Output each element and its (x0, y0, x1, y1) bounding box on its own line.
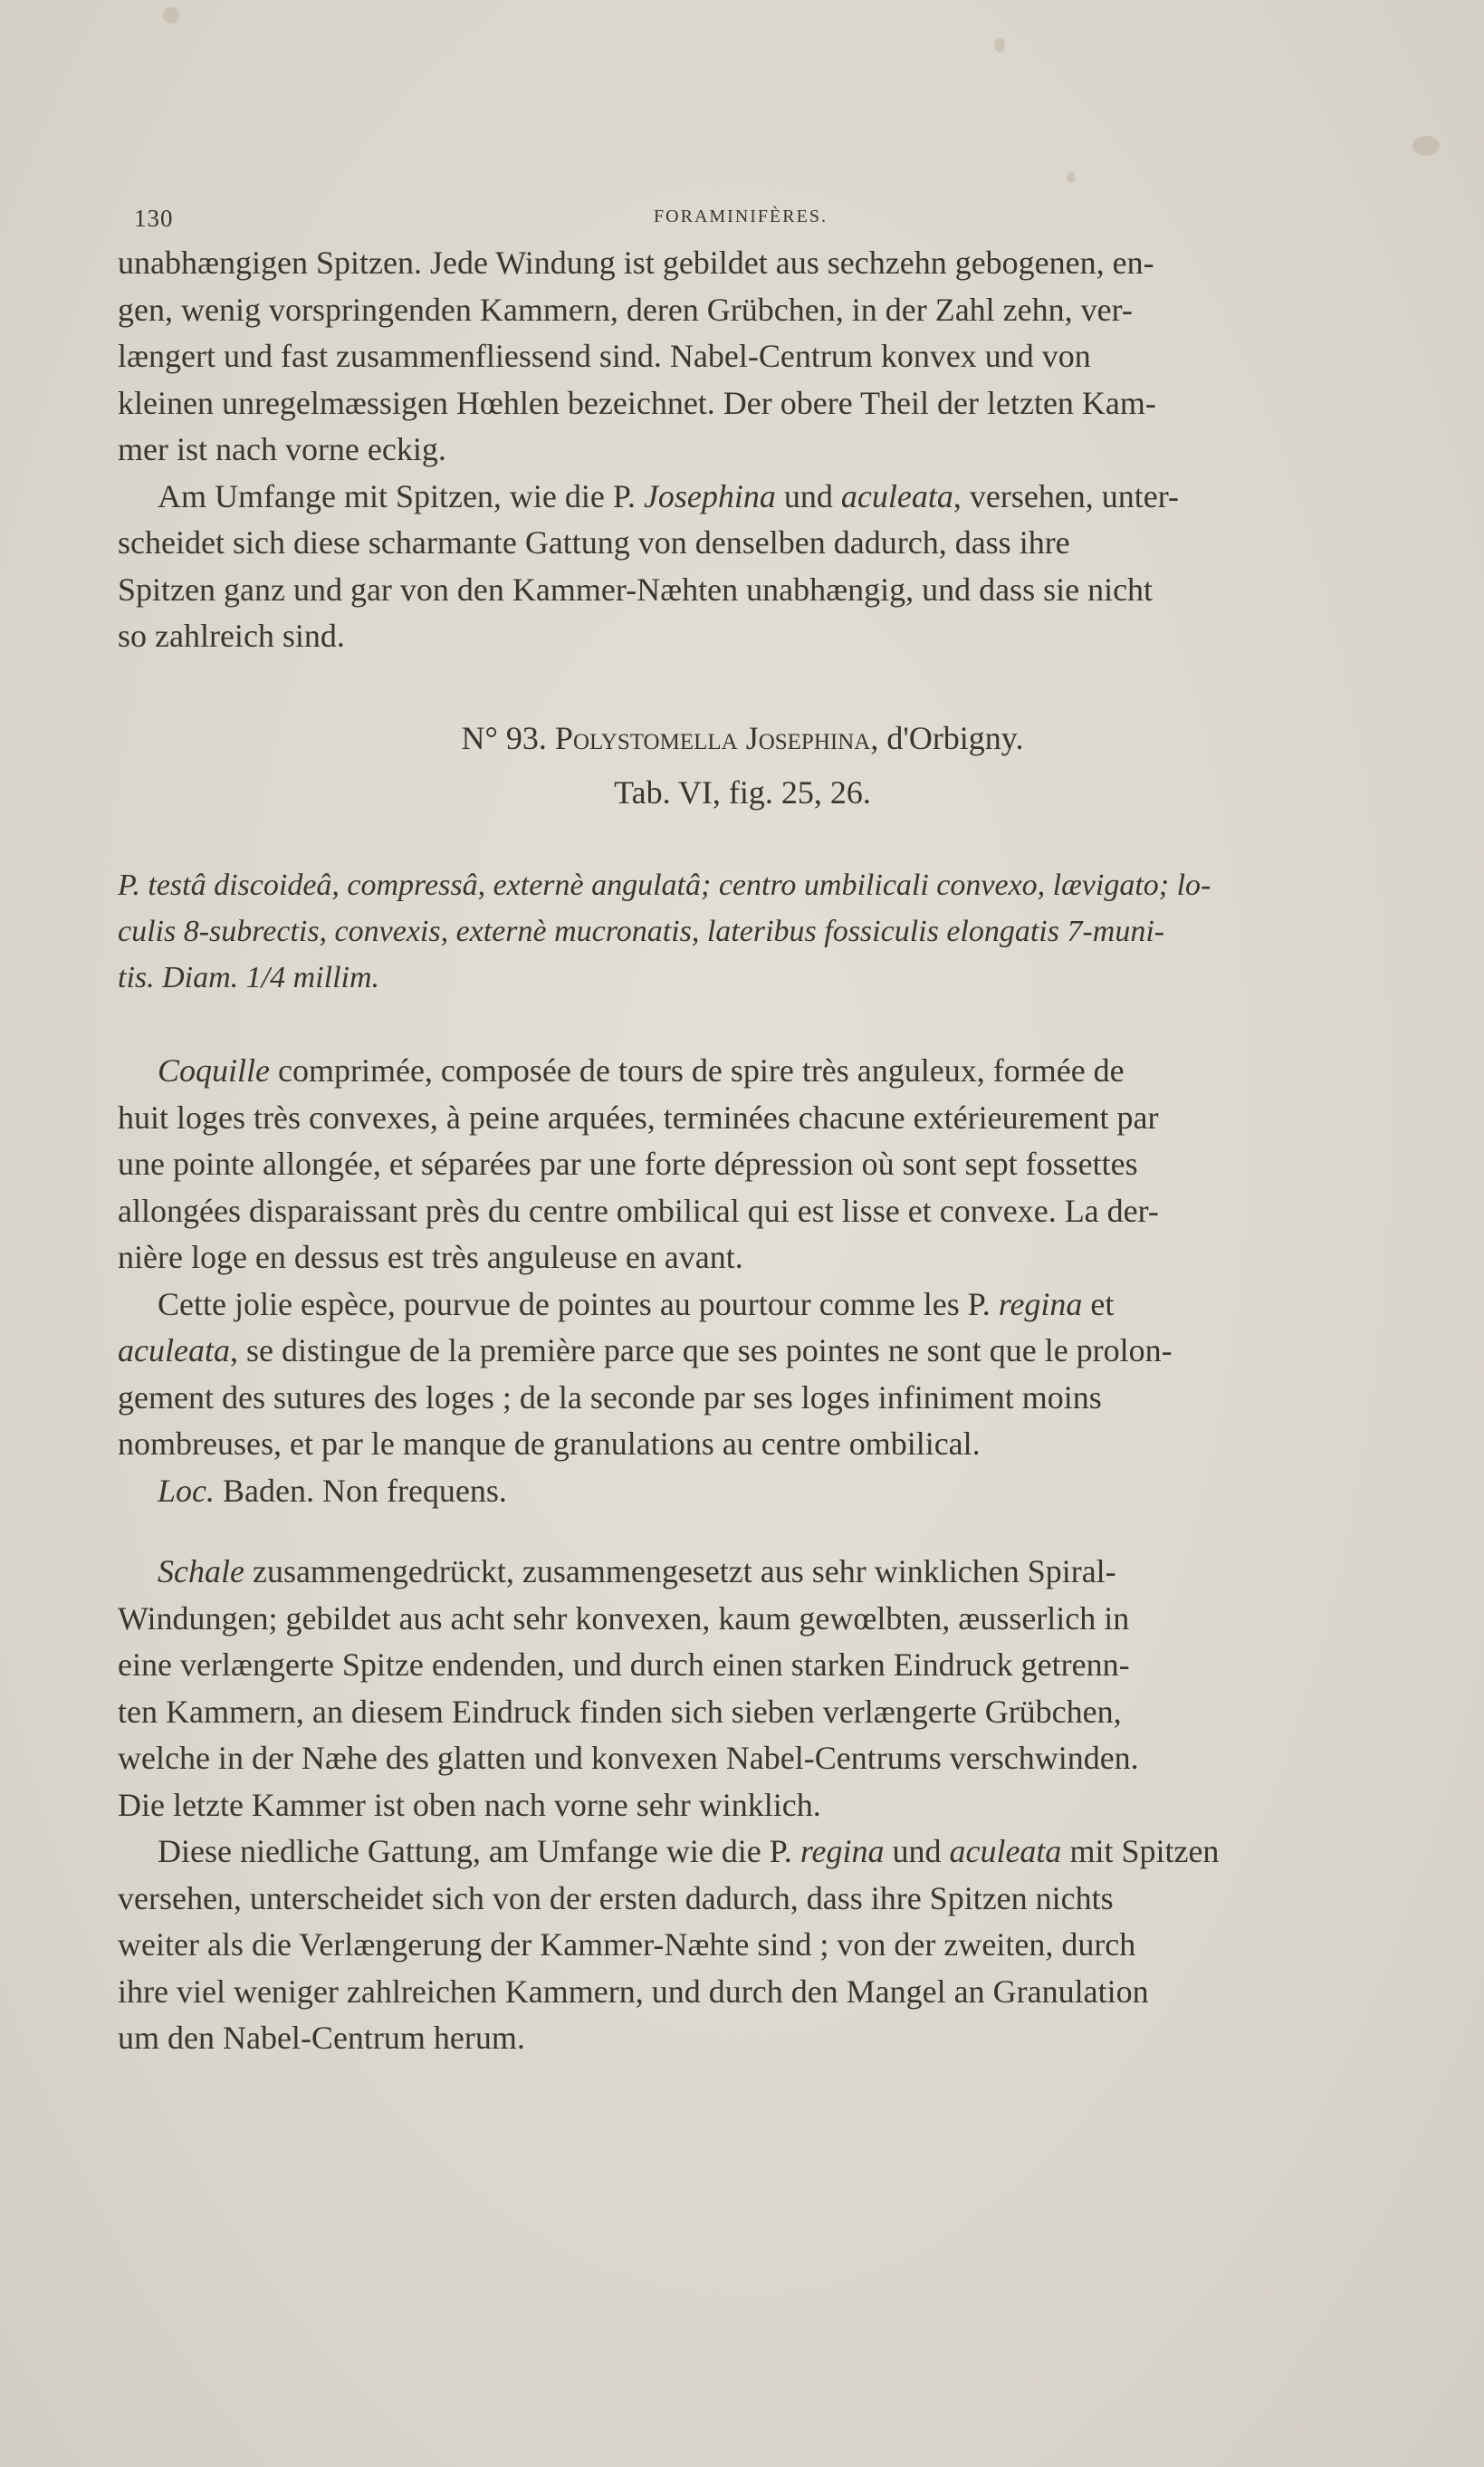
taxon-name: Josephina (643, 477, 776, 514)
text-line: P. testâ discoideâ, compressâ, externè angulatâ; centro umbilicali convexo, lævigato; lo- (118, 869, 1211, 902)
text-line: eine verlængerte Spitze endenden, und durch einen starken Eindruck getrenn- (118, 1646, 1130, 1683)
german-intro-section (118, 240, 1367, 660)
paragraph (118, 1048, 1367, 1281)
taxon-name: aculeata (840, 477, 953, 514)
page-header (134, 205, 1383, 232)
text-line: gement des sutures des loges ; de la seconde par ses loges infiniment moins (118, 1378, 1102, 1416)
text-line: scheidet sich diese scharmante Gattung von denselben dadurch, dass ihre (118, 524, 1070, 561)
text-run: und (775, 477, 841, 514)
text-line: versehen, unterscheidet sich von der ersten dadurch, dass ihre Spitzen nichts (118, 1879, 1114, 1916)
text-line: so zahlreich sind. (118, 618, 345, 654)
species-heading (118, 711, 1367, 820)
text-run: comprimée, composée de tours de spire très anguleux, formée de (270, 1052, 1125, 1089)
locality-text: Baden. Non frequens. (215, 1472, 507, 1509)
french-description-section (118, 1048, 1367, 1514)
text-run: et (1082, 1285, 1115, 1322)
paper-spot (163, 7, 179, 24)
paper-spot (994, 38, 1005, 53)
taxon-name: regina (799, 1833, 885, 1869)
text-line: tis. Diam. 1/4 millim. (118, 961, 380, 994)
text-line: welche in der Næhe des glatten und konvexen Nabel-Centrums verschwinden. (118, 1740, 1139, 1776)
paper-spot (1412, 136, 1440, 156)
taxon-name: aculeata (118, 1332, 230, 1368)
text-run: , se distingue de la première parce que ses pointes ne sont que le prolon- (229, 1332, 1173, 1368)
text-line: ihre viel weniger zahlreichen Kammern, und durch den Mangel an Granulation (118, 1973, 1149, 2010)
text-run: zusammengedrückt, zusammengesetzt aus sehr winklichen Spiral- (244, 1553, 1116, 1589)
locality (118, 1468, 1367, 1515)
text-line: kleinen unregelmæssigen Hœhlen bezeichnet. Der obere Theil der letzten Kam- (118, 384, 1156, 421)
text-line: um den Nabel-Centrum herum. (118, 2020, 525, 2056)
species-author: , d'Orbigny. (870, 720, 1024, 756)
lead-word: Schale (158, 1553, 244, 1589)
paragraph (118, 240, 1367, 474)
text-line: culis 8-subrectis, convexis, externè mucronatis, lateribus fossiculis elongatis 7-muni- (118, 915, 1165, 948)
lead-word: Coquille (158, 1052, 270, 1089)
plate-reference: Tab. VI, fig. 25, 26. (614, 774, 871, 811)
text-run: mit Spitzen (1061, 1833, 1220, 1869)
taxon-name: regina (998, 1285, 1083, 1322)
latin-diagnosis (118, 862, 1367, 1001)
text-run: , versehen, unter- (953, 477, 1180, 514)
paragraph (118, 1281, 1367, 1468)
text-run: Cette jolie espèce, pourvue de pointes au pourtour comme les P. (158, 1285, 999, 1322)
text-run: und (884, 1833, 950, 1869)
paragraph (118, 474, 1367, 660)
text-line: Spitzen ganz und gar von den Kammer-Næhten unabhængig, und dass sie nicht (118, 571, 1154, 608)
running-title: FORAMINIFÈRES. (654, 206, 828, 226)
text-line: unabhængigen Spitzen. Jede Windung ist gebildet aus sechzehn gebogenen, en- (118, 245, 1154, 281)
species-title (118, 711, 1367, 765)
locality-label: Loc. (158, 1472, 215, 1509)
text-line: nombreuses, et par le manque de granulations au centre ombilical. (118, 1425, 981, 1462)
text-line: nière loge en dessus est très anguleuse en avant. (118, 1239, 743, 1275)
species-number: N° 93. (461, 720, 547, 756)
text-line: allongées disparaissant près du centre ombilical qui est lisse et convexe. La der- (118, 1192, 1159, 1229)
text-run: Diese niedliche Gattung, am Umfange wie die P. (158, 1833, 800, 1869)
paper-spot (1067, 172, 1076, 183)
text-line: mer ist nach vorne eckig. (118, 431, 446, 467)
text-line: Die letzte Kammer ist oben nach vorne sehr winklich. (118, 1786, 821, 1823)
paragraph (118, 1829, 1367, 2062)
species-name: Polystomella Josephina (554, 720, 871, 756)
taxon-name: aculeata (949, 1833, 1062, 1869)
text-line: une pointe allongée, et séparées par une forte dépression où sont sept fossettes (118, 1146, 1138, 1182)
text-run: Am Umfange mit Spitzen, wie die P. (158, 477, 644, 514)
text-line: weiter als die Verlængerung der Kammer-Næhte sind ; von der zweiten, durch (118, 1926, 1136, 1963)
german-description-section (118, 1549, 1367, 2062)
text-line: gen, wenig vorspringenden Kammern, deren Grübchen, in der Zahl zehn, ver- (118, 291, 1133, 328)
text-line: ten Kammern, an diesem Eindruck finden sich sieben verlængerte Grübchen, (118, 1693, 1122, 1730)
text-line: Windungen; gebildet aus acht sehr konvexen, kaum gewœlbten, æusserlich in (118, 1599, 1130, 1637)
text-line: længert und fast zusammenfliessend sind. Nabel-Centrum konvex und von (118, 338, 1091, 374)
text-line: huit loges très convexes, à peine arquées, terminées chacune extérieurement par (118, 1099, 1159, 1136)
page-number: 130 (134, 205, 174, 232)
paragraph (118, 1549, 1367, 1829)
